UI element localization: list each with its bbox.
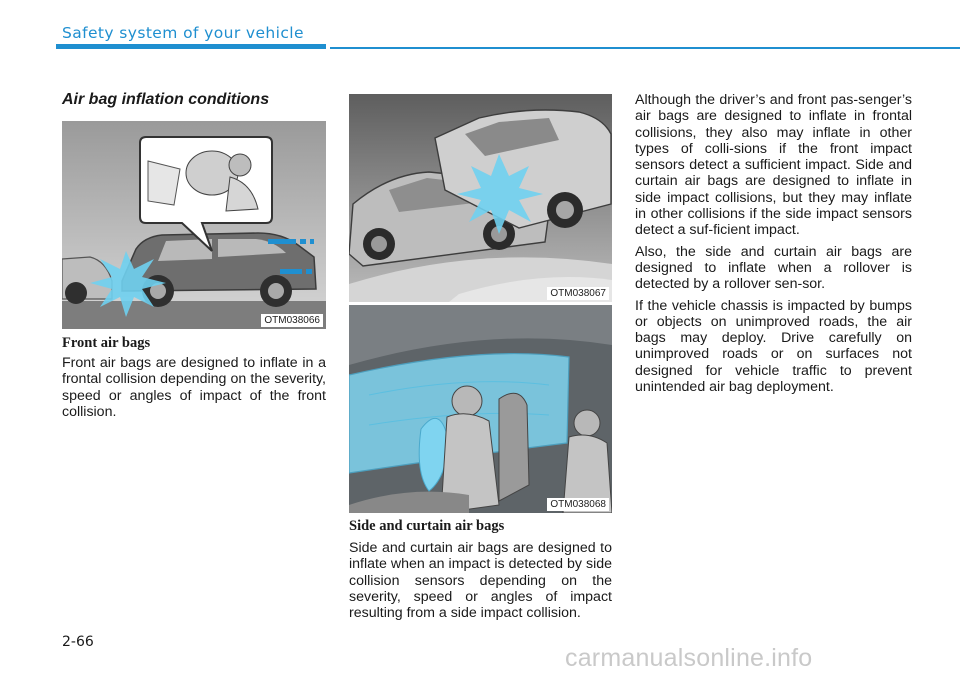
- figure-code: OTM038067: [547, 287, 609, 300]
- front-airbags-heading: Front air bags: [62, 335, 151, 351]
- side-curtain-airbags-heading: Side and curtain air bags: [349, 518, 505, 534]
- figure-code: OTM038068: [547, 498, 609, 511]
- figure-side-collision: [349, 94, 612, 302]
- paragraph-unimproved-roads: If the vehicle chassis is impacted by bumps or objects on unimproved roads, the air bags may deploy. Drive carefully on unimproved roads or on surfaces not designed for vehicle traffic to prevent unintended air bag deployment.: [635, 297, 912, 396]
- right-column: [635, 92, 912, 400]
- watermark: carmanualsonline.info: [565, 644, 813, 672]
- page-title: Air bag inflation conditions: [62, 91, 270, 108]
- paragraph-rollover: Also, the side and curtain air bags are designed to inflate when a rollover is detected by a rollover sen-sor.: [635, 243, 912, 293]
- figure-curtain-airbag: [349, 305, 612, 513]
- section-header-title: Safety system of your vehicle: [62, 24, 304, 42]
- front-airbags-text: Front air bags are designed to inflate in a frontal collision depending on the severity, speed or angles of impact of the front collision.: [62, 355, 326, 420]
- page-number: 2-66: [62, 634, 94, 650]
- header-rule: [330, 47, 960, 49]
- side-curtain-airbags-text: Side and curtain air bags are designed to inflate when an impact is detected by side collision sensors depending on the severity, speed or angles of impact resulting from a side impact collision.: [349, 540, 612, 622]
- figure-front-collision: [62, 121, 326, 329]
- paragraph-other-collisions: Although the driver’s and front pas-senger’s air bags are designed to inflate in frontal collisions, they also may inflate in other types of colli-sions if the front impact sensors detect a sufficient impact. Side and curtain air bags are designed to inflate in side impact collisions, but they may inflate in other collisions if the side impact sensors detect a suf-ficient impact.: [635, 92, 912, 239]
- figure-code: OTM038066: [261, 314, 323, 327]
- header-bar: [56, 44, 326, 49]
